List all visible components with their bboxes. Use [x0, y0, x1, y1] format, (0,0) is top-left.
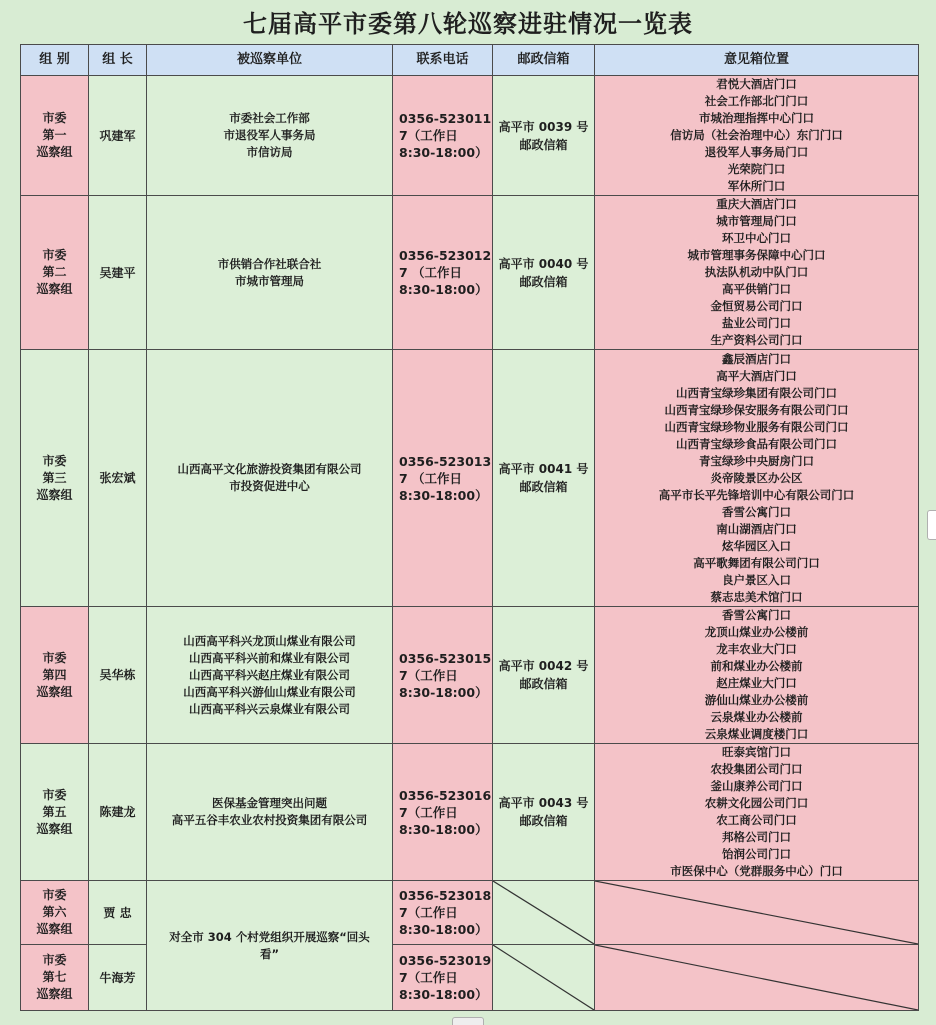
location-cell-empty — [595, 945, 919, 1011]
group-cell: 市委 第一 巡察组 — [21, 76, 89, 196]
units-cell: 医保基金管理突出问题 高平五谷丰农业农村投资集团有限公司 — [147, 744, 393, 881]
header-leader: 组 长 — [89, 45, 147, 76]
units-cell: 市供销合作社联合社 市城市管理局 — [147, 196, 393, 350]
phone-cell: 0356-523011 7（工作日 8:30-18:00） — [393, 76, 493, 196]
header-mailbox: 邮政信箱 — [493, 45, 595, 76]
location-cell: 鑫辰酒店门口 高平大酒店门口 山西青宝绿珍集团有限公司门口 山西青宝绿珍保安服务有限公司门口 山西青宝绿珍物业服务有限公司门口 山西青宝绿珍食品有限公司门口 青宝绿珍中央厨房门口 炎帝陵景区办公区 高平市长平先锋培训中心有限公司门口 香雪公寓门口 南山湖酒店门口 炫华园区入口 高平歌舞团有限公司门口 良户景区入口 蔡志忠美术馆门口 — [595, 350, 919, 607]
phone-cell: 0356-523019 7（工作日 8:30-18:00） — [393, 945, 493, 1011]
leader-cell: 陈建龙 — [89, 744, 147, 881]
phone-cell: 0356-523015 7（工作日 8:30-18:00） — [393, 607, 493, 744]
group-cell: 市委 第六 巡察组 — [21, 881, 89, 945]
inspection-table — [20, 44, 919, 1011]
group-cell: 市委 第三 巡察组 — [21, 350, 89, 607]
phone-cell: 0356-523018 7（工作日 8:30-18:00） — [393, 881, 493, 945]
phone-cell: 0356-523016 7（工作日 8:30-18:00） — [393, 744, 493, 881]
table-row — [21, 744, 919, 881]
leader-cell: 张宏斌 — [89, 350, 147, 607]
mailbox-cell: 高平市 0042 号 邮政信箱 — [493, 607, 595, 744]
phone-cell: 0356-523012 7 （工作日 8:30-18:00） — [393, 196, 493, 350]
table-row — [21, 607, 919, 744]
location-cell: 香雪公寓门口 龙顶山煤业办公楼前 龙丰农业大门口 前和煤业办公楼前 赵庄煤业大门口 游仙山煤业办公楼前 云泉煤业办公楼前 云泉煤业调度楼门口 — [595, 607, 919, 744]
table-row — [21, 881, 919, 945]
units-cell: 山西高平文化旅游投资集团有限公司 市投资促进中心 — [147, 350, 393, 607]
leader-cell: 巩建军 — [89, 76, 147, 196]
location-cell: 君悦大酒店门口 社会工作部北门门口 市城治理指挥中心门口 信访局（社会治理中心）东门门口 退役军人事务局门口 光荣院门口 军休所门口 — [595, 76, 919, 196]
side-scroll-handle[interactable] — [927, 510, 936, 540]
units-cell-shared: 对全市 304 个村党组织开展巡察“回头 看” — [147, 881, 393, 1011]
mailbox-cell: 高平市 0041 号 邮政信箱 — [493, 350, 595, 607]
leader-cell: 牛海芳 — [89, 945, 147, 1011]
diagonal-line — [493, 945, 594, 1010]
header-box-location: 意见箱位置 — [595, 45, 919, 76]
diagonal-line — [493, 881, 594, 944]
location-cell: 重庆大酒店门口 城市管理局门口 环卫中心门口 城市管理事务保障中心门口 执法队机动中队门口 高平供销门口 金恒贸易公司门口 盐业公司门口 生产资料公司门口 — [595, 196, 919, 350]
mailbox-cell: 高平市 0039 号 邮政信箱 — [493, 76, 595, 196]
diagonal-line — [595, 881, 918, 944]
leader-cell: 吴建平 — [89, 196, 147, 350]
leader-cell: 贾 忠 — [89, 881, 147, 945]
phone-cell: 0356-523013 7 （工作日 8:30-18:00） — [393, 350, 493, 607]
page-title: 七届高平市委第八轮巡察进驻情况一览表 — [243, 9, 693, 38]
units-cell: 山西高平科兴龙顶山煤业有限公司 山西高平科兴前和煤业有限公司 山西高平科兴赵庄煤业有限公司 山西高平科兴游仙山煤业有限公司 山西高平科兴云泉煤业有限公司 — [147, 607, 393, 744]
table-row — [21, 76, 919, 196]
mailbox-cell-empty — [493, 881, 595, 945]
table-row — [21, 196, 919, 350]
location-cell: 旺泰宾馆门口 农投集团公司门口 釜山康养公司门口 农耕文化园公司门口 农工商公司门口 邦格公司门口 饴润公司门口 市医保中心（党群服务中心）门口 — [595, 744, 919, 881]
header-units: 被巡察单位 — [147, 45, 393, 76]
header-phone: 联系电话 — [393, 45, 493, 76]
header-row — [21, 45, 919, 76]
diagonal-line — [595, 945, 918, 1010]
header-group: 组 别 — [21, 45, 89, 76]
group-cell: 市委 第五 巡察组 — [21, 744, 89, 881]
group-cell: 市委 第七 巡察组 — [21, 945, 89, 1011]
group-cell: 市委 第四 巡察组 — [21, 607, 89, 744]
group-cell: 市委 第二 巡察组 — [21, 196, 89, 350]
mailbox-cell: 高平市 0043 号 邮政信箱 — [493, 744, 595, 881]
location-cell-empty — [595, 881, 919, 945]
leader-cell: 吴华栋 — [89, 607, 147, 744]
units-cell: 市委社会工作部 市退役军人事务局 市信访局 — [147, 76, 393, 196]
table-row — [21, 350, 919, 607]
mailbox-cell: 高平市 0040 号 邮政信箱 — [493, 196, 595, 350]
mailbox-cell-empty — [493, 945, 595, 1011]
